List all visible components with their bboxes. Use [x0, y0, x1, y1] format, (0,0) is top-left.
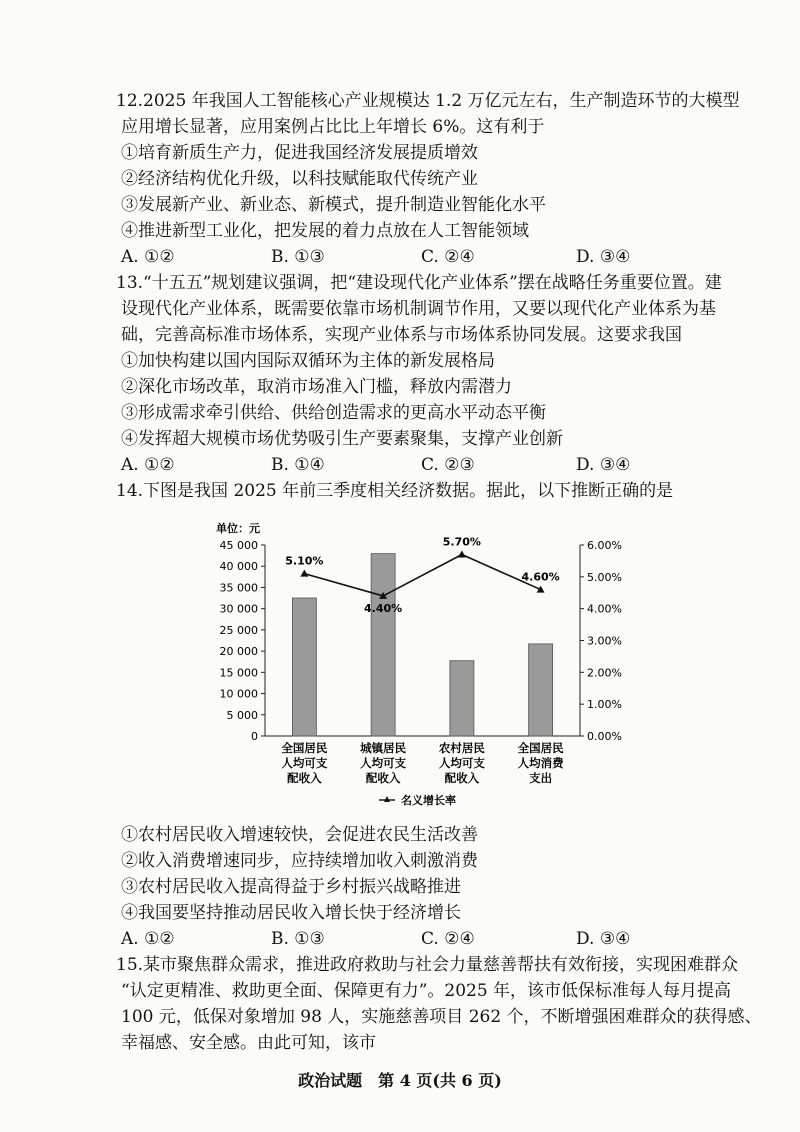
y-tick-label: 30 000: [219, 602, 258, 616]
q12-line-2: 应用增长显著，应用案例占比比上年增长 6%。这有利于: [121, 117, 545, 137]
q13-statement-4: ④发挥超大规模市场优势吸引生产要素聚集，支撑产业创新: [121, 429, 563, 449]
q13-option-b[interactable]: B. ①④: [271, 455, 325, 475]
economic-data-chart: [200, 512, 650, 812]
q14-statement-2: ②收入消费增速同步，应持续增加收入刺激消费: [121, 851, 478, 871]
unit-label: 单位：元: [216, 522, 260, 535]
y2-tick-label: 4.00%: [587, 602, 622, 616]
y2-tick-label: 3.00%: [587, 634, 622, 648]
x-category-label: 配收入: [365, 771, 401, 785]
q15-line-1: 15.某市聚焦群众需求，推进政府救助与社会力量慈善帮扶有效衔接，实现困难群众: [116, 955, 739, 975]
q14-option-a[interactable]: A. ①②: [121, 929, 175, 949]
q15-line-4: 幸福感、安全感。由此可知，该市: [121, 1033, 376, 1053]
x-category-label: 支出: [529, 771, 553, 785]
q12-option-a[interactable]: A. ①②: [121, 247, 175, 267]
growth-rate-data-label: 5.10%: [285, 554, 324, 568]
legend-label: 名义增长率: [401, 794, 456, 807]
q12-statement-2: ②经济结构优化升级，以科技赋能取代传统产业: [121, 169, 478, 189]
y2-tick-label: 1.00%: [587, 698, 622, 712]
x-category-label: 城镇居民: [360, 741, 407, 755]
q13-statement-3: ③形成需求牵引供给、供给创造需求的更高水平动态平衡: [121, 403, 546, 423]
x-category-label: 全国居民: [517, 741, 564, 755]
q12-statement-1: ①培育新质生产力，促进我国经济发展提质增效: [121, 143, 478, 163]
q13-line-1: 13.“十五五”规划建议强调，把“建设现代化产业体系”摆在战略任务重要位置。建: [116, 273, 722, 293]
q12-option-d[interactable]: D. ③④: [576, 247, 631, 267]
x-category-label: 配收入: [444, 771, 480, 785]
bar: [292, 598, 316, 736]
y2-tick-label: 0.00%: [587, 730, 622, 743]
bar: [450, 661, 474, 736]
x-category-label: 配收入: [287, 771, 322, 785]
y-tick-label: 45 000: [219, 539, 258, 552]
q14-option-b[interactable]: B. ①③: [271, 929, 325, 949]
bar: [371, 554, 395, 736]
q12-line-1: 12.2025 年我国人工智能核心产业规模达 1.2 万亿元左右，生产制造环节的大模型: [116, 91, 740, 111]
q13-option-d[interactable]: D. ③④: [576, 455, 631, 475]
x-category-label: 全国居民: [281, 741, 328, 755]
y2-tick-label: 6.00%: [587, 539, 622, 552]
y-tick-label: 0: [251, 730, 258, 743]
x-category-label: 人均可支: [360, 756, 407, 770]
q13-line-2: 设现代化产业体系，既需要依靠市场机制调节作用，又要以现代化产业体系为基: [121, 299, 716, 319]
growth-rate-data-label: 4.60%: [521, 570, 560, 584]
q13-line-3: 础，完善高标准市场体系，实现产业体系与市场体系协同发展。这要求我国: [121, 325, 682, 345]
growth-rate-data-label: 5.70%: [442, 535, 481, 549]
q15-line-2: “认定更精准、救助更全面、保障更有力”。2025 年，该市低保标准每人每月提高: [121, 981, 732, 1001]
x-category-label: 人均消费: [517, 756, 564, 770]
q14-statement-4: ④我国要坚持推动居民收入增长快于经济增长: [121, 903, 461, 923]
x-category-label: 人均可支: [438, 756, 485, 770]
q14-option-c[interactable]: C. ②④: [421, 929, 475, 949]
x-category-label: 农村居民: [438, 741, 485, 755]
y-tick-label: 20 000: [219, 645, 258, 659]
y-tick-label: 15 000: [219, 666, 258, 680]
y-tick-label: 10 000: [219, 687, 258, 701]
growth-rate-point: [300, 570, 308, 577]
growth-rate-line: [304, 555, 540, 596]
q13-option-a[interactable]: A. ①②: [121, 455, 175, 475]
page-footer: 政治试题 第 4 页(共 6 页): [298, 1071, 502, 1090]
q14-line-1: 14.下图是我国 2025 年前三季度相关经济数据。据此，以下推断正确的是: [116, 481, 674, 501]
q12-statement-4: ④推进新型工业化，把发展的着力点放在人工智能领域: [121, 221, 529, 241]
q12-statement-3: ③发展新产业、新业态、新模式，提升制造业智能化水平: [121, 195, 546, 215]
y-tick-label: 40 000: [219, 560, 258, 574]
x-category-label: 人均可支: [281, 756, 328, 770]
q14-option-d[interactable]: D. ③④: [576, 929, 631, 949]
bar: [529, 644, 553, 736]
q14-statement-3: ③农村居民收入提高得益于乡村振兴战略推进: [121, 877, 461, 897]
growth-rate-point: [458, 551, 466, 558]
y-tick-label: 5 000: [226, 708, 258, 722]
q14-statement-1: ①农村居民收入增速较快，会促进农民生活改善: [121, 825, 478, 845]
q15-line-3: 100 元，低保对象增加 98 人，实施慈善项目 262 个，不断增强困难群众的获得感、: [121, 1007, 762, 1027]
q13-option-c[interactable]: C. ②③: [421, 455, 475, 475]
growth-rate-data-label: 4.40%: [364, 601, 403, 615]
legend-marker: [384, 796, 390, 802]
y-tick-label: 35 000: [219, 581, 258, 595]
y2-tick-label: 5.00%: [587, 570, 622, 584]
q12-option-c[interactable]: C. ②④: [421, 247, 475, 267]
q12-option-b[interactable]: B. ①③: [271, 247, 325, 267]
y-tick-label: 25 000: [219, 623, 258, 637]
q13-statement-1: ①加快构建以国内国际双循环为主体的新发展格局: [121, 351, 495, 371]
y2-tick-label: 2.00%: [587, 666, 622, 680]
q13-statement-2: ②深化市场改革，取消市场准入门槛，释放内需潜力: [121, 377, 512, 397]
